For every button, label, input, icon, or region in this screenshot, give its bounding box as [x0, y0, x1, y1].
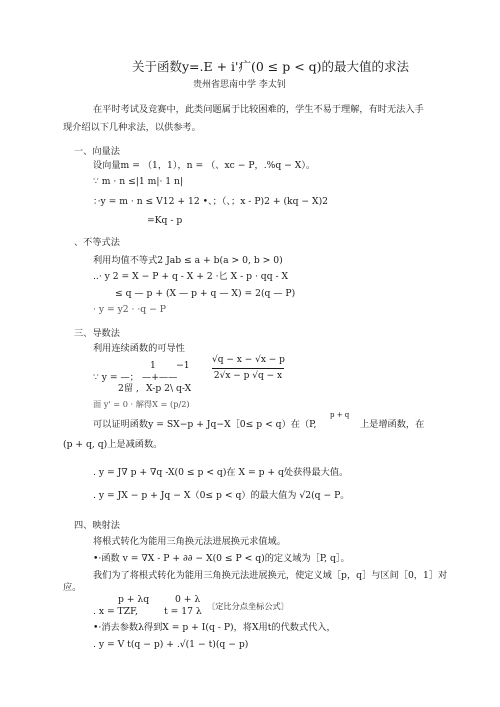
- sec1-line-3: ：·y = m · n ≤ V12 + 12 •、；（、；x - P)2 + (kq − X)2: [93, 196, 329, 207]
- sec2-line-1: 利用均值不等式2 Jab ≤ a + b(a > 0, b > 0): [93, 255, 283, 266]
- sec4-line-3: 我们为了将根式转化为能用三角换元法进展换元，使定义域［p，q］与区间［0，1］对: [93, 570, 448, 581]
- sec1-line-2: ∵ m · n ≤|1 m|· 1 n|: [93, 176, 184, 187]
- sec4-ratio-lhs: . x = TZF,: [93, 606, 138, 617]
- sec4-formula-note: 〔定比分点坐标公式〕: [207, 601, 289, 611]
- sec4-line-3-cont: 应。: [63, 582, 82, 593]
- sec3-line-6: (p + q, q)上是减函数。: [63, 439, 163, 450]
- sec4-line-7: . y = V t(q − p) + .√(1 − t)(q − p): [93, 639, 249, 650]
- sec3-deriv-den-1: 2留 ,: [118, 383, 139, 394]
- author-line: 贵州省思南中学 李太钊: [193, 80, 286, 90]
- sec3-deriv-num-1: 1: [150, 360, 156, 371]
- sec3-line-1: 利用连续函数的可导性: [93, 343, 185, 354]
- sec3-rad-fraction-bar: [212, 368, 284, 369]
- sec4-ratio-num-2: 0 + λ: [175, 594, 201, 605]
- sec2-line-3: ≤ q — p + (X — p + q — X) = 2(q — P): [115, 288, 296, 299]
- sec4-line-6: •·消去参数λ得到X = p + I(q - P)，将X用t的代数式代入，: [93, 622, 336, 633]
- sec3-deriv-den-2: X-p 2\ q-X: [146, 383, 192, 394]
- sec3-deriv-lhs: ∵ y = —；: [93, 372, 139, 383]
- sec3-rad-numerator: √q − x − √x − p: [212, 355, 285, 365]
- sec1-line-4: =Kq - p: [147, 215, 183, 226]
- section-1-heading: 一、向量法: [74, 146, 120, 157]
- document-title: 关于函数y=.E + i'疒(0 ≤ p < q)的最大值的求法: [132, 59, 410, 74]
- intro-line-1: 在平时考试及竞赛中，此类问题属于比较困难的，学生不易于理解，有时无法入手: [93, 104, 424, 115]
- sec3-line-5-tail: 上是增函数，在: [360, 419, 425, 430]
- sec3-line-8: . y = JX − p + Jq − X（0≤ p < q）的最大值为 √2(q − P。: [93, 490, 350, 501]
- sec2-line-2: ..· y 2 = X − P + q - X + 2 ·匕 X - p · qq - X: [93, 271, 289, 282]
- sec3-line-4: 面 y' = 0 · 解得X = (p/2): [93, 399, 190, 409]
- sec1-line-1: 设向量m = （1，1），n = （、xc − P，.%q − X）。: [93, 160, 316, 171]
- sec4-line-1: 将根式转化为能用三角换元法进展换元求值域。: [93, 536, 286, 547]
- sec4-ratio-rhs: t = 17 λ: [164, 606, 202, 617]
- section-4-heading: 四、映射法: [74, 520, 120, 531]
- sec3-deriv-num-2: −1: [176, 360, 190, 371]
- sec3-deriv-plus: —+——: [142, 372, 178, 383]
- sec3-line-7: . y = J∇ p + ∇q -X(0 ≤ p < q)在 X = p + q处获得最大值。: [93, 467, 349, 478]
- sec3-rad-denominator: 2√x − p √q − x: [213, 371, 283, 381]
- sec3-line-5-frac: p + q: [330, 411, 350, 419]
- intro-line-2: 现介绍以下几种求法，以供参考。: [63, 122, 201, 133]
- sec3-line-5: 可以证明函数y = SX−p + Jq−X［0≤ p < q）在（P,: [93, 419, 317, 430]
- sec4-line-2: •·函数 v = ∇X - P + ∂∂ − X(0 ≤ P < q)的定义域为［P, q］。: [93, 553, 350, 564]
- section-2-heading: 、不等式法: [74, 237, 120, 248]
- sec2-line-4: · y = y2 · ·q − P: [93, 304, 166, 315]
- sec4-ratio-num-1: p + λq: [118, 594, 150, 605]
- section-3-heading: 三、导数法: [74, 328, 120, 339]
